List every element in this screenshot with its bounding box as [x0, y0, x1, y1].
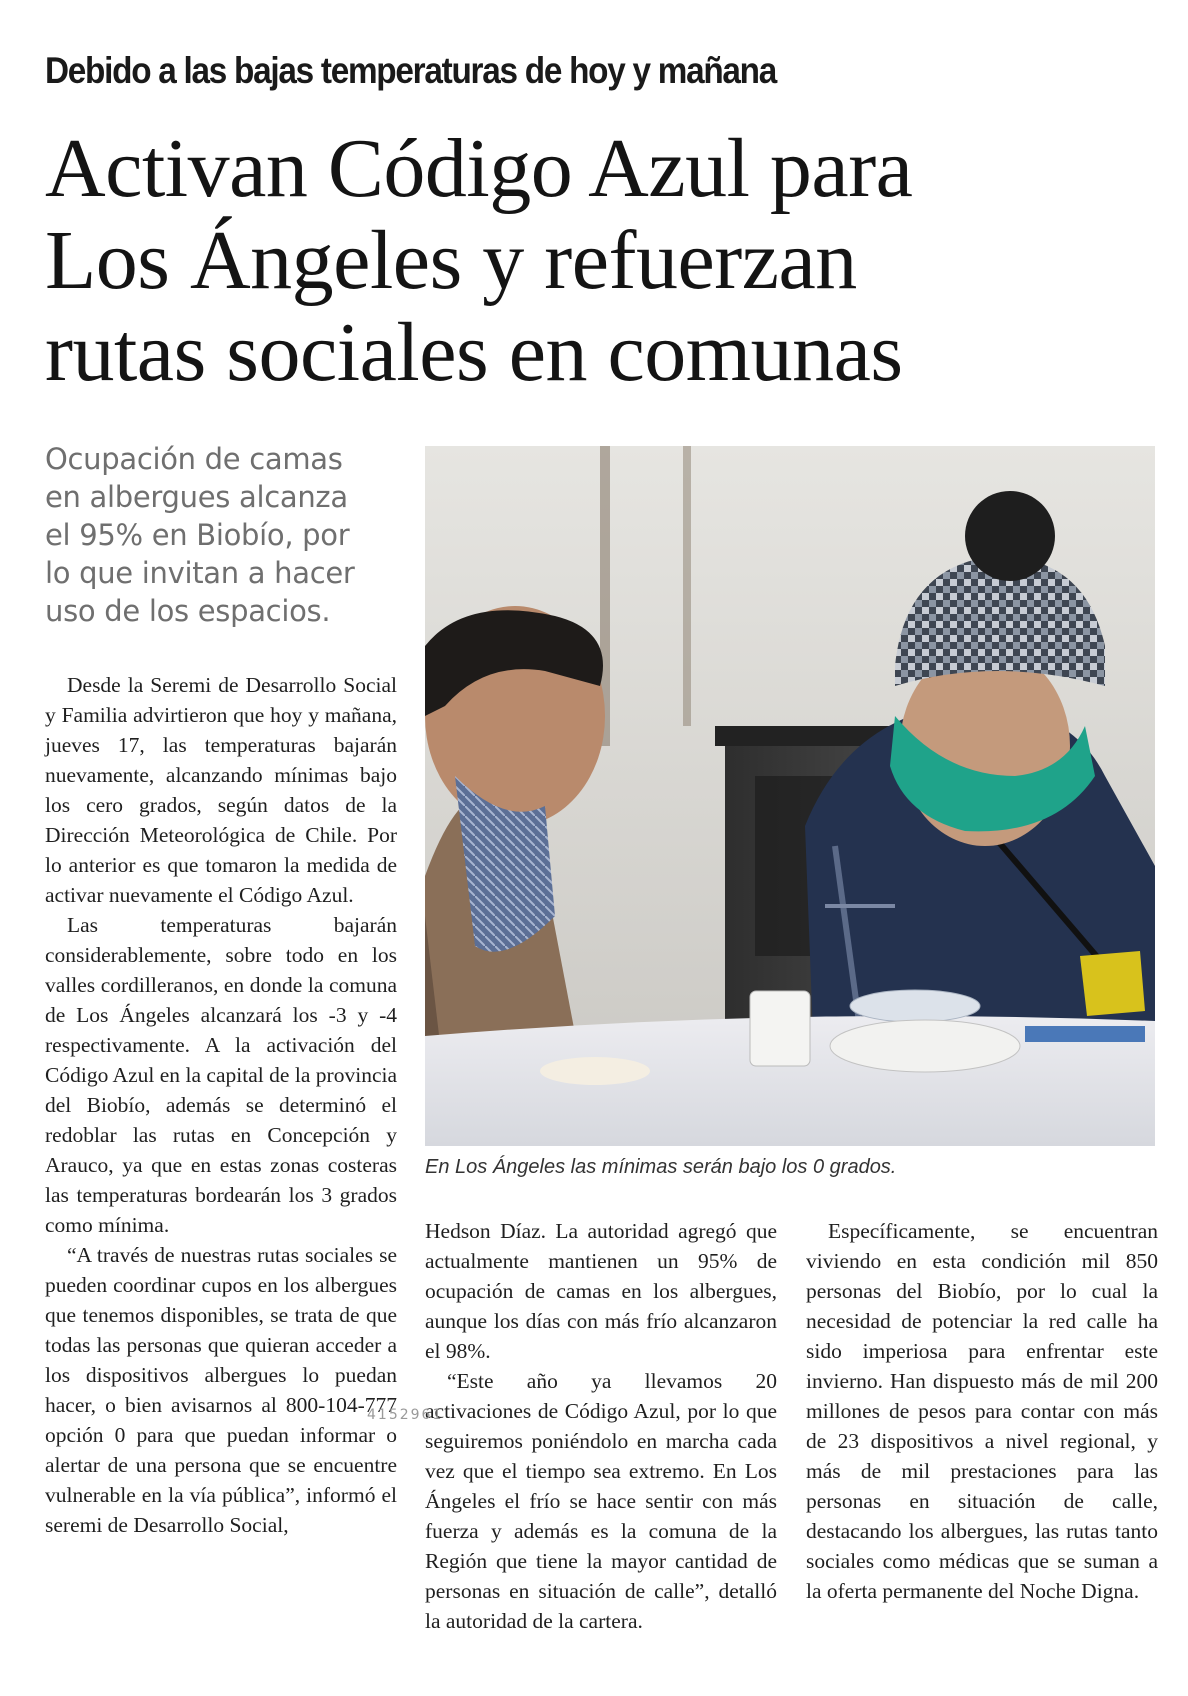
photo-caption: En Los Ángeles las mínimas serán bajo los 0 grados. — [425, 1156, 897, 1178]
article-kicker: Debido a las bajas temperaturas de hoy y mañana — [45, 50, 777, 91]
headline-line: rutas sociales en comunas — [45, 306, 903, 399]
article-column-3 — [806, 1216, 1158, 1606]
paragraph: “A través de nuestras rutas sociales se pueden coordinar cupos en los albergues que tenemos disponibles, se trata de que todas las personas que quieran acceder a los dispositivos albergues lo puedan hacer, o bien avisarnos al 800-104-777 opción 0 para que puedan informar o alertar de una persona que se encuentre vulnerable en la vía pública”, informó el seremi de Desarrollo Social, — [45, 1243, 397, 1537]
headline-line: Los Ángeles y refuerzan — [45, 214, 857, 307]
deck-line: uso de los espacios. — [45, 594, 331, 628]
deck-line: el 95% en Biobío, por — [45, 518, 350, 552]
article-headline — [45, 123, 1145, 399]
paragraph: “Este año ya llevamos 20 activaciones de Código Azul, por lo que seguiremos poniéndolo en marcha cada vez que el tiempo sea extremo. En Los Ángeles el frío se hace sentir con más fuerza y además es la comuna de la Región que tiene la mayor cantidad de personas en situación de calle”, detalló la autoridad de la cartera. — [425, 1369, 777, 1633]
deck-line: Ocupación de camas — [45, 442, 343, 476]
paragraph: Desde la Seremi de Desarrollo Social y Familia advirtieron que hoy y mañana, jueves 17, las temperaturas bajarán nuevamente, alcanzando mínimas bajo los cero grados, según datos de la Dirección Meteorológica de Chile. Por lo anterior es que tomaron la medida de activar nuevamente el Código Azul. — [45, 673, 397, 907]
paragraph: Las temperaturas bajarán considerablemente, sobre todo en los valles cordilleranos, en donde la comuna de Los Ángeles alcanzará los -3 y -4 respectivamente. A la activación del Código Azul en la capital de la provincia del Biobío, además se determinó el redoblar las rutas en Concepción y Arauco, ya que en estas zonas costeras las temperaturas bordearán los 3 grados como mínima. — [45, 913, 397, 1237]
headline-line: Activan Código Azul para — [45, 122, 913, 215]
paragraph: Hedson Díaz. La autoridad agregó que actualmente mantienen un 95% de ocupación de camas en los albergues, aunque los días con más frío alcanzaron el 98%. — [425, 1219, 777, 1363]
deck-line: en albergues alcanza — [45, 480, 348, 514]
deck-line: lo que invitan a hacer — [45, 556, 355, 590]
article-column-1 — [45, 670, 397, 1540]
page-stamp: 4152961 — [367, 1407, 444, 1423]
article-photo — [425, 446, 1155, 1146]
paragraph: Específicamente, se encuentran viviendo en esta condición mil 850 personas del Biobío, por lo cual la necesidad de potenciar la red calle ha sido imperiosa para enfrentar este invierno. Han dispuesto más de mil 200 millones de pesos para contar con más de 23 dispositivos a nivel regional, y más de mil prestaciones para las personas en situación de calle, destacando los albergues, las rutas tanto sociales como médicas que se suman a la oferta permanente del Noche Digna. — [806, 1219, 1158, 1603]
article-deck — [45, 440, 415, 630]
article-column-2 — [425, 1216, 777, 1636]
